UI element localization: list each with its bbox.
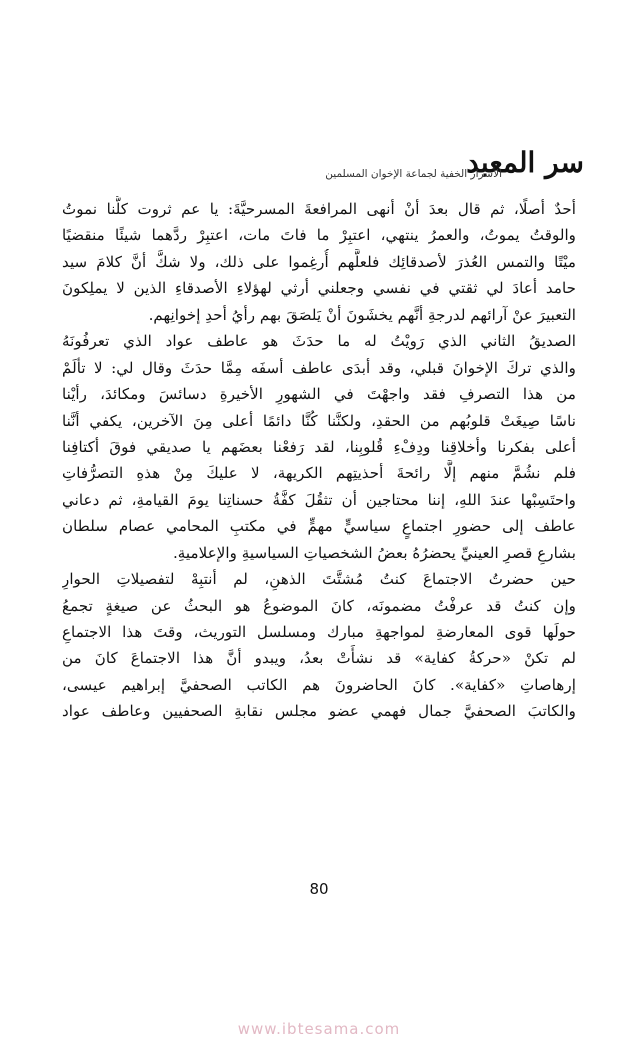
page-header (0, 146, 638, 186)
text-line: عاطف إلى حضورِ اجتماعٍ سياسيٍّ مهمٍّ في مكتبِ المحامي عصام سلطان (62, 517, 576, 536)
text-line: بشارعِ قصرِ العينيِّ يحضرُهُ بعضُ الشخصياتِ السياسيةِ والإعلاميةِ. (172, 543, 576, 562)
text-line: ميْتًا والتمس العُذرَ لأصدقائِك فلعلَّهم أُرغِموا على ذلك، ولا شكَّ أنَّ كلامَ سيد (62, 252, 576, 271)
text-line: والذي تركَ الإخوانَ قبلي، وقد أبدَى عاطف أسفَه مِمَّا حدَثَ وقال لي: لا تألَمْ (62, 358, 576, 377)
watermark-url[interactable]: www.ibtesama.com (237, 1020, 401, 1038)
book-subtitle: الأسرار الخفية لجماعة الإخوان المسلمين (325, 168, 502, 180)
text-line: حامد أعادَ لي ثقتي في نفسي وجعلني أرثي لهؤلاءِ الأصدقاءِ الذين لا يملِكونَ (62, 279, 576, 298)
text-line: إرهاصاتِ «كفاية». كانَ الحاضرونَ هم الكاتب الصحفيَّ إبراهيم عيسى، (62, 675, 576, 694)
text-line: أحدٌ أصلًا، ثم قال بعدَ أنْ أنهى المرافعةَ المسرحيَّةَ: يا عم ثروت كلُّنا نموتُ (62, 200, 576, 218)
text-line: الصديقُ الثاني الذي رَويْتُ له ما حدَثَ هو عاطف عواد الذي تعرفُونَهُ (62, 332, 576, 351)
text-line: من هذا التصرفِ فقد واجهْتَ في الشهورِ الأخيرةِ دسائسَ ومكائدَ، رأيْنا (62, 385, 576, 404)
text-line: ناسًا صِيغَتْ قلوبُهم من الحقدِ، ولكنَّنا كُنَّا دائمًا أعلى مِنَ الآخرين، يكفي أنَّنا (62, 411, 576, 430)
text-line: حولَها قوى المعارضةِ لمواجهةِ مبارك ومسلسل التوريث، وقتَ هذا الاجتماعِ (62, 623, 576, 641)
text-line: فلم نشُمَّ منهم إلَّا رائحةَ أحذيتِهم الكريهة، لا عليكَ مِنْ هذهِ التصرُّفاتِ (62, 464, 576, 483)
text-line: واحتَسِبْها عندَ اللهِ، إننا محتاجين أن تثقُلَ كفَّةُ حسناتِنا يومَ القيامةِ، ثم دعاني (62, 490, 576, 509)
text-line: لم تكنْ «حركةُ كفاية» قد نشأَتْ بعدُ، ويبدو أنَّ هذا الاجتماعَ كانَ من (62, 649, 576, 668)
text-line: حين حضرتُ الاجتماعَ كنتُ مُشتَّتَ الذهنِ، لم أنتبِهْ لتفصيلاتِ الحوارِ (62, 570, 576, 589)
body-text (62, 196, 576, 725)
text-line: والوقتُ يموتُ، والعمرُ ينتهي، اعتبِرْ ما فاتَ مات، اعتبِرْ ردَّهما شيئًا منقضيًا (62, 226, 576, 245)
text-line: التعبيرَ عنْ آرائهم لدرجةِ أنَّهم يخشَونَ أنْ يَلصَقَ بهم رأيُ أحدِ إخوانِهم. (148, 305, 576, 324)
page-number: 80 (309, 880, 329, 898)
book-logo: سر المعبد (466, 146, 584, 179)
text-line: وإن كنتُ قد عرفْتُ مضمونَه، كانَ الموضوعُ هو البحثُ عن صيغةٍ تجمعُ (62, 596, 576, 615)
text-line: أعلى بفكرنا وأخلاقِنا ودِفْءِ قُلوبِنا، لقد رَفعْنا بعضَهم يا صديقي فوقَ أكتافِنا (62, 437, 576, 456)
text-line: والكاتبَ الصحفيَّ جمال فهمي عضو مجلس نقابةِ الصحفيين وعاطف عواد (62, 702, 576, 721)
